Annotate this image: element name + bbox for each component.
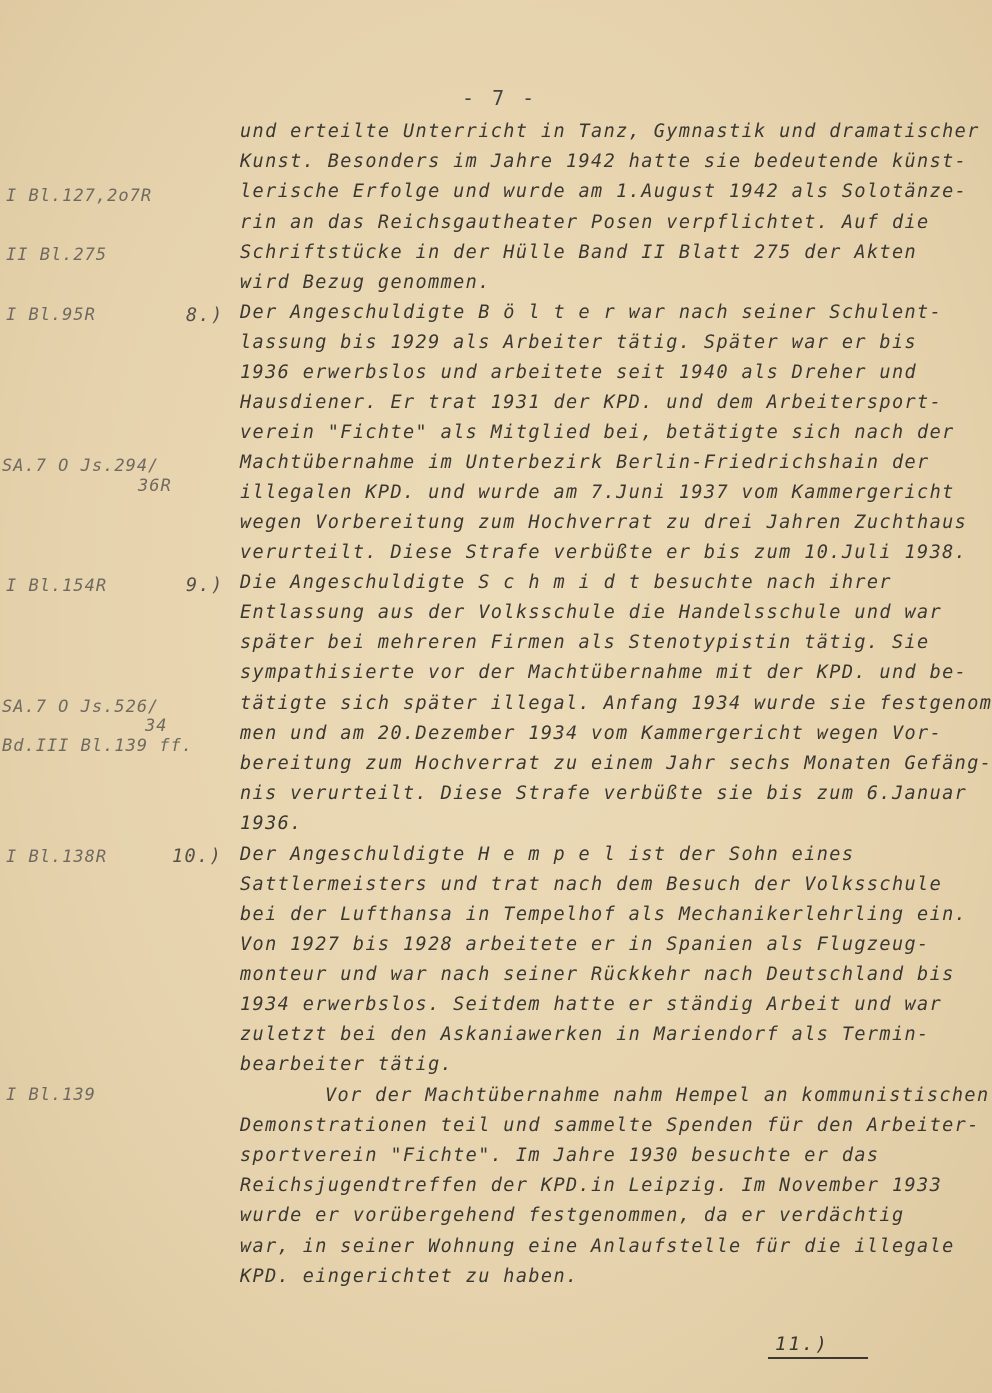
item-number: 9.) xyxy=(186,575,224,596)
margin-ref: SA.7 O Js.294/ xyxy=(2,456,160,476)
text-line: monteur und war nach seiner Rückkehr nach Deutschland bis xyxy=(240,964,955,985)
text-line: bearbeiter tätig. xyxy=(240,1054,454,1075)
item-number: 8.) xyxy=(186,305,224,326)
margin-ref: 34 xyxy=(145,716,168,736)
text-line: Von 1927 bis 1928 arbeitete er in Spanien als Flugzeug- xyxy=(240,934,930,955)
text-line: Die Angeschuldigte S c h m i d t besuchte nach ihrer xyxy=(240,572,892,593)
text-line: illegalen KPD. und wurde am 7.Juni 1937 vom Kammergericht xyxy=(240,482,955,503)
text-line: war, in seiner Wohnung eine Anlaufstelle für die illegale xyxy=(240,1236,955,1257)
text-line: Demonstrationen teil und sammelte Spenden für den Arbeiter- xyxy=(240,1115,980,1136)
text-line: Der Angeschuldigte B ö l t e r war nach seiner Schulent- xyxy=(240,302,943,323)
text-line: 1936. xyxy=(240,813,303,834)
margin-ref: I Bl.139 xyxy=(6,1085,96,1105)
text-line: Vor der Machtübernahme nahm Hempel an kommunistischen xyxy=(325,1085,990,1106)
text-line: bei der Lufthansa in Tempelhof als Mechanikerlehrling ein. xyxy=(240,904,968,925)
text-line: lassung bis 1929 als Arbeiter tätig. Später war er bis xyxy=(240,332,918,353)
text-line: wird Bezug genommen. xyxy=(240,272,491,293)
text-line: Entlassung aus der Volksschule die Handelsschule und war xyxy=(240,602,943,623)
text-line: wegen Vorbereitung zum Hochverrat zu drei Jahren Zuchthaus xyxy=(240,512,968,533)
text-line: später bei mehreren Firmen als Stenotypistin tätig. Sie xyxy=(240,632,930,653)
margin-ref: I Bl.154R xyxy=(6,576,108,596)
text-line: lerische Erfolge und wurde am 1.August 1942 als Solotänze- xyxy=(240,181,968,202)
text-line: 1934 erwerbslos. Seitdem hatte er ständig Arbeit und war xyxy=(240,994,943,1015)
text-line: Der Angeschuldigte H e m p e l ist der Sohn eines xyxy=(240,844,855,865)
text-line: verein "Fichte" als Mitglied bei, betätigte sich nach der xyxy=(240,422,955,443)
text-line: Sattlermeisters und trat nach dem Besuch der Volksschule xyxy=(240,874,943,895)
page-number: - 7 - xyxy=(462,86,538,110)
margin-ref: II Bl.275 xyxy=(6,245,108,265)
text-line: KPD. eingerichtet zu haben. xyxy=(240,1266,579,1287)
text-line: Reichsjugendtreffen der KPD.in Leipzig. Im November 1933 xyxy=(240,1175,943,1196)
margin-ref: I Bl.127,2o7R xyxy=(6,186,153,206)
margin-ref: Bd.III Bl.139 ff. xyxy=(2,736,193,756)
text-line: verurteilt. Diese Strafe verbüßte er bis zum 10.Juli 1938. xyxy=(240,542,968,563)
margin-ref: I Bl.138R xyxy=(6,847,108,867)
text-line: und erteilte Unterricht in Tanz, Gymnastik und dramatischer xyxy=(240,121,980,142)
footer-catchword: 11.) xyxy=(775,1333,829,1355)
text-line: sportverein "Fichte". Im Jahre 1930 besuchte er das xyxy=(240,1145,880,1166)
text-line: zuletzt bei den Askaniawerken in Mariendorf als Termin- xyxy=(240,1024,930,1045)
text-line: Hausdiener. Er trat 1931 der KPD. und dem Arbeitersport- xyxy=(240,392,943,413)
text-line: Kunst. Besonders im Jahre 1942 hatte sie bedeutende künst- xyxy=(240,151,968,172)
footer-rule xyxy=(768,1357,868,1359)
margin-ref: SA.7 O Js.526/ xyxy=(2,697,160,717)
text-line: bereitung zum Hochverrat zu einem Jahr sechs Monaten Gefäng- xyxy=(240,753,992,774)
text-line: Schriftstücke in der Hülle Band II Blatt 275 der Akten xyxy=(240,242,918,263)
text-line: Machtübernahme im Unterbezirk Berlin-Friedrichshain der xyxy=(240,452,930,473)
text-line: tätigte sich später illegal. Anfang 1934 wurde sie festgenom xyxy=(240,693,992,714)
text-line: sympathisierte vor der Machtübernahme mit der KPD. und be- xyxy=(240,662,968,683)
margin-ref: 36R xyxy=(138,476,172,496)
text-line: nis verurteilt. Diese Strafe verbüßte sie bis zum 6.Januar xyxy=(240,783,968,804)
text-line: rin an das Reichsgautheater Posen verpflichtet. Auf die xyxy=(240,212,930,233)
text-line: men und am 20.Dezember 1934 vom Kammergericht wegen Vor- xyxy=(240,723,943,744)
margin-ref: I Bl.95R xyxy=(6,305,96,325)
text-line: 1936 erwerbslos und arbeitete seit 1940 als Dreher und xyxy=(240,362,918,383)
text-line: wurde er vorübergehend festgenommen, da er verdächtig xyxy=(240,1205,905,1226)
item-number: 10.) xyxy=(172,846,223,867)
